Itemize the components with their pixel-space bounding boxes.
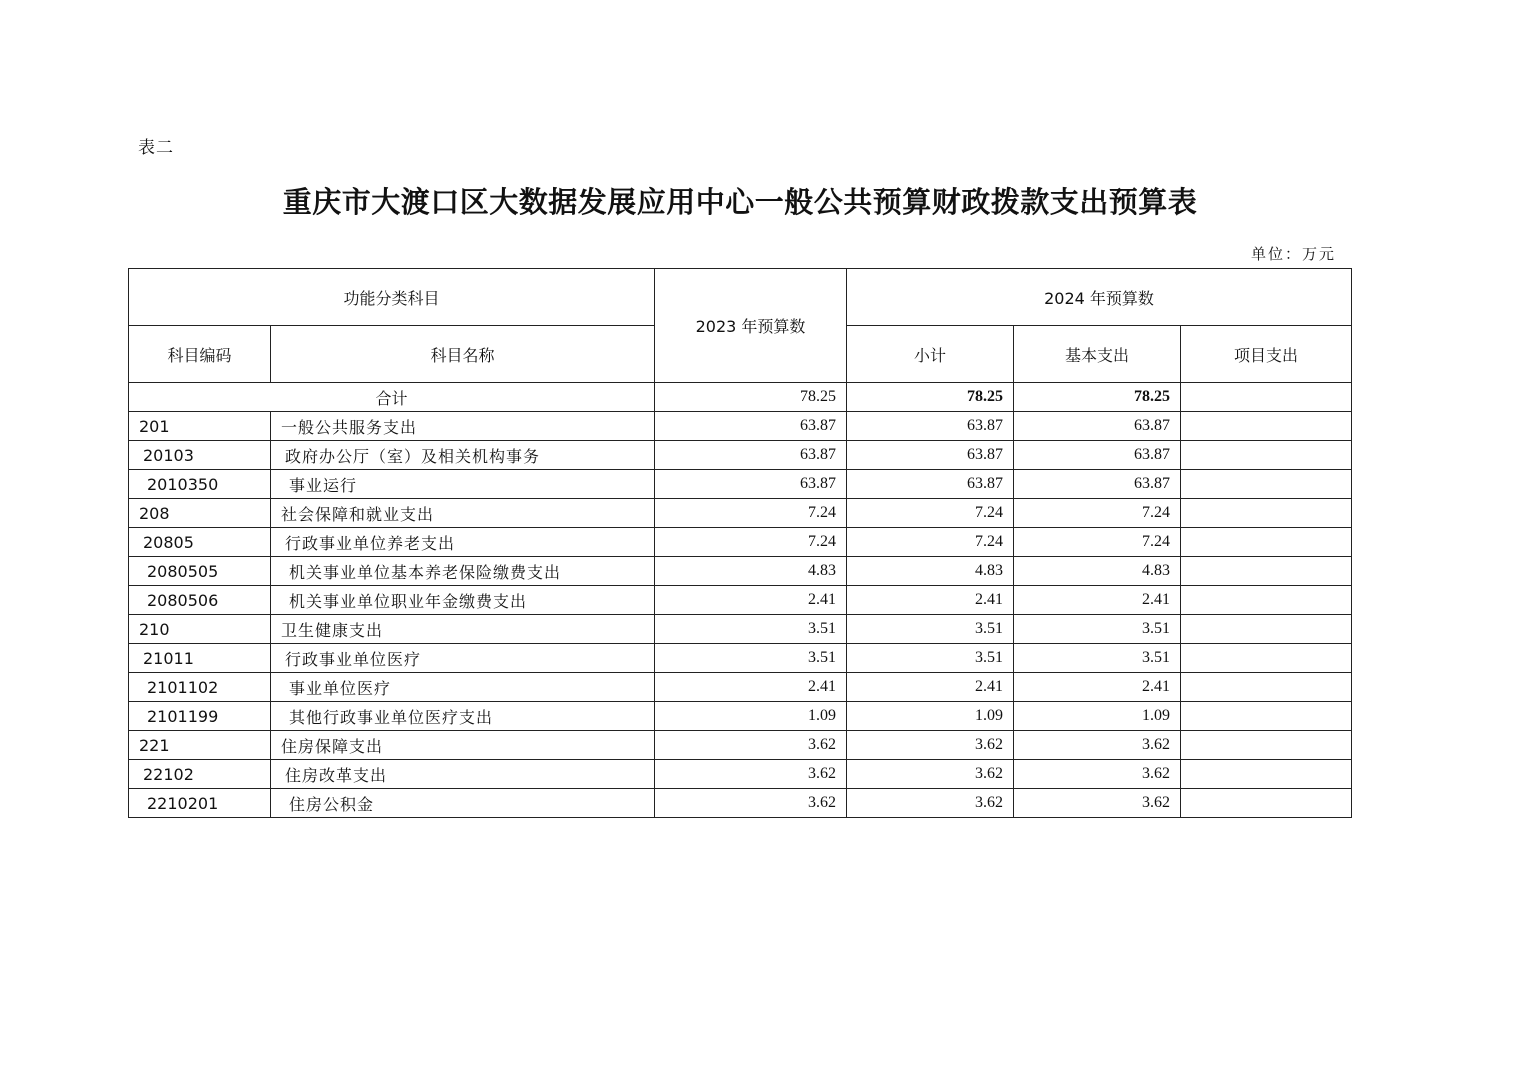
row-code: 210 [129, 615, 271, 644]
row-code: 221 [129, 731, 271, 760]
header-name: 科目名称 [271, 326, 655, 383]
row-project [1181, 615, 1352, 644]
row-project [1181, 760, 1352, 789]
row-project [1181, 702, 1352, 731]
header-basic: 基本支出 [1014, 326, 1181, 383]
row-code: 2101102 [129, 673, 271, 702]
row-budget-2023: 3.51 [655, 615, 847, 644]
table-label: 表二 [138, 138, 174, 158]
row-project [1181, 789, 1352, 818]
table-row [129, 528, 1352, 557]
header-subtotal: 小计 [847, 326, 1014, 383]
row-name: 事业单位医疗 [271, 673, 655, 702]
total-subtotal: 78.25 [847, 383, 1014, 412]
row-basic: 2.41 [1014, 673, 1181, 702]
budget-table [128, 268, 1352, 818]
header-code: 科目编码 [129, 326, 271, 383]
row-subtotal: 2.41 [847, 673, 1014, 702]
row-code: 201 [129, 412, 271, 441]
row-name: 住房改革支出 [271, 760, 655, 789]
header-budget-2023: 2023 年预算数 [655, 269, 847, 383]
row-project [1181, 673, 1352, 702]
table-row [129, 644, 1352, 673]
table-row [129, 615, 1352, 644]
table-row [129, 702, 1352, 731]
row-project [1181, 528, 1352, 557]
row-name: 机关事业单位基本养老保险缴费支出 [271, 557, 655, 586]
row-subtotal: 2.41 [847, 586, 1014, 615]
row-budget-2023: 3.62 [655, 760, 847, 789]
table-row [129, 441, 1352, 470]
row-project [1181, 644, 1352, 673]
row-project [1181, 441, 1352, 470]
table-row [129, 412, 1352, 441]
row-project [1181, 470, 1352, 499]
row-budget-2023: 3.62 [655, 789, 847, 818]
row-code: 20103 [129, 441, 271, 470]
total-basic: 78.25 [1014, 383, 1181, 412]
table-row [129, 470, 1352, 499]
total-row [129, 383, 1352, 412]
table-row [129, 557, 1352, 586]
row-project [1181, 586, 1352, 615]
row-budget-2023: 1.09 [655, 702, 847, 731]
total-project [1181, 383, 1352, 412]
header-project: 项目支出 [1181, 326, 1352, 383]
unit-label: 单位：万元 [1251, 245, 1337, 263]
row-name: 机关事业单位职业年金缴费支出 [271, 586, 655, 615]
header-budget-2024: 2024 年预算数 [847, 269, 1352, 326]
row-subtotal: 1.09 [847, 702, 1014, 731]
row-name: 行政事业单位养老支出 [271, 528, 655, 557]
row-project [1181, 412, 1352, 441]
document-title: 重庆市大渡口区大数据发展应用中心一般公共预算财政拨款支出预算表 [282, 185, 1198, 219]
row-name: 住房保障支出 [271, 731, 655, 760]
row-basic: 3.62 [1014, 760, 1181, 789]
row-basic: 63.87 [1014, 441, 1181, 470]
row-basic: 3.62 [1014, 731, 1181, 760]
row-name: 行政事业单位医疗 [271, 644, 655, 673]
row-budget-2023: 3.62 [655, 731, 847, 760]
row-basic: 2.41 [1014, 586, 1181, 615]
table-row [129, 760, 1352, 789]
row-basic: 1.09 [1014, 702, 1181, 731]
row-name: 事业运行 [271, 470, 655, 499]
row-subtotal: 3.51 [847, 644, 1014, 673]
row-basic: 7.24 [1014, 528, 1181, 557]
row-subtotal: 7.24 [847, 528, 1014, 557]
row-project [1181, 557, 1352, 586]
row-name: 社会保障和就业支出 [271, 499, 655, 528]
row-project [1181, 731, 1352, 760]
row-name: 住房公积金 [271, 789, 655, 818]
row-budget-2023: 2.41 [655, 673, 847, 702]
row-code: 2101199 [129, 702, 271, 731]
row-name: 政府办公厅（室）及相关机构事务 [271, 441, 655, 470]
row-name: 卫生健康支出 [271, 615, 655, 644]
row-budget-2023: 63.87 [655, 441, 847, 470]
row-subtotal: 7.24 [847, 499, 1014, 528]
row-code: 208 [129, 499, 271, 528]
row-budget-2023: 63.87 [655, 470, 847, 499]
row-basic: 4.83 [1014, 557, 1181, 586]
row-code: 20805 [129, 528, 271, 557]
row-name: 一般公共服务支出 [271, 412, 655, 441]
row-subtotal: 63.87 [847, 412, 1014, 441]
row-basic: 63.87 [1014, 412, 1181, 441]
header-functional-group: 功能分类科目 [129, 269, 655, 326]
table-row [129, 789, 1352, 818]
table-row [129, 673, 1352, 702]
row-budget-2023: 7.24 [655, 528, 847, 557]
row-subtotal: 63.87 [847, 470, 1014, 499]
row-subtotal: 3.62 [847, 789, 1014, 818]
row-code: 2010350 [129, 470, 271, 499]
row-budget-2023: 63.87 [655, 412, 847, 441]
row-basic: 3.62 [1014, 789, 1181, 818]
row-basic: 3.51 [1014, 644, 1181, 673]
row-code: 2080505 [129, 557, 271, 586]
row-subtotal: 3.62 [847, 731, 1014, 760]
row-code: 2080506 [129, 586, 271, 615]
row-code: 22102 [129, 760, 271, 789]
table-row [129, 586, 1352, 615]
row-basic: 7.24 [1014, 499, 1181, 528]
row-subtotal: 3.51 [847, 615, 1014, 644]
row-project [1181, 499, 1352, 528]
row-subtotal: 63.87 [847, 441, 1014, 470]
row-code: 2210201 [129, 789, 271, 818]
total-budget-2023: 78.25 [655, 383, 847, 412]
table-row [129, 731, 1352, 760]
row-budget-2023: 4.83 [655, 557, 847, 586]
row-budget-2023: 3.51 [655, 644, 847, 673]
row-subtotal: 3.62 [847, 760, 1014, 789]
row-basic: 63.87 [1014, 470, 1181, 499]
row-basic: 3.51 [1014, 615, 1181, 644]
row-budget-2023: 7.24 [655, 499, 847, 528]
total-label: 合计 [129, 383, 655, 412]
table-row [129, 499, 1352, 528]
row-subtotal: 4.83 [847, 557, 1014, 586]
row-name: 其他行政事业单位医疗支出 [271, 702, 655, 731]
row-budget-2023: 2.41 [655, 586, 847, 615]
row-code: 21011 [129, 644, 271, 673]
